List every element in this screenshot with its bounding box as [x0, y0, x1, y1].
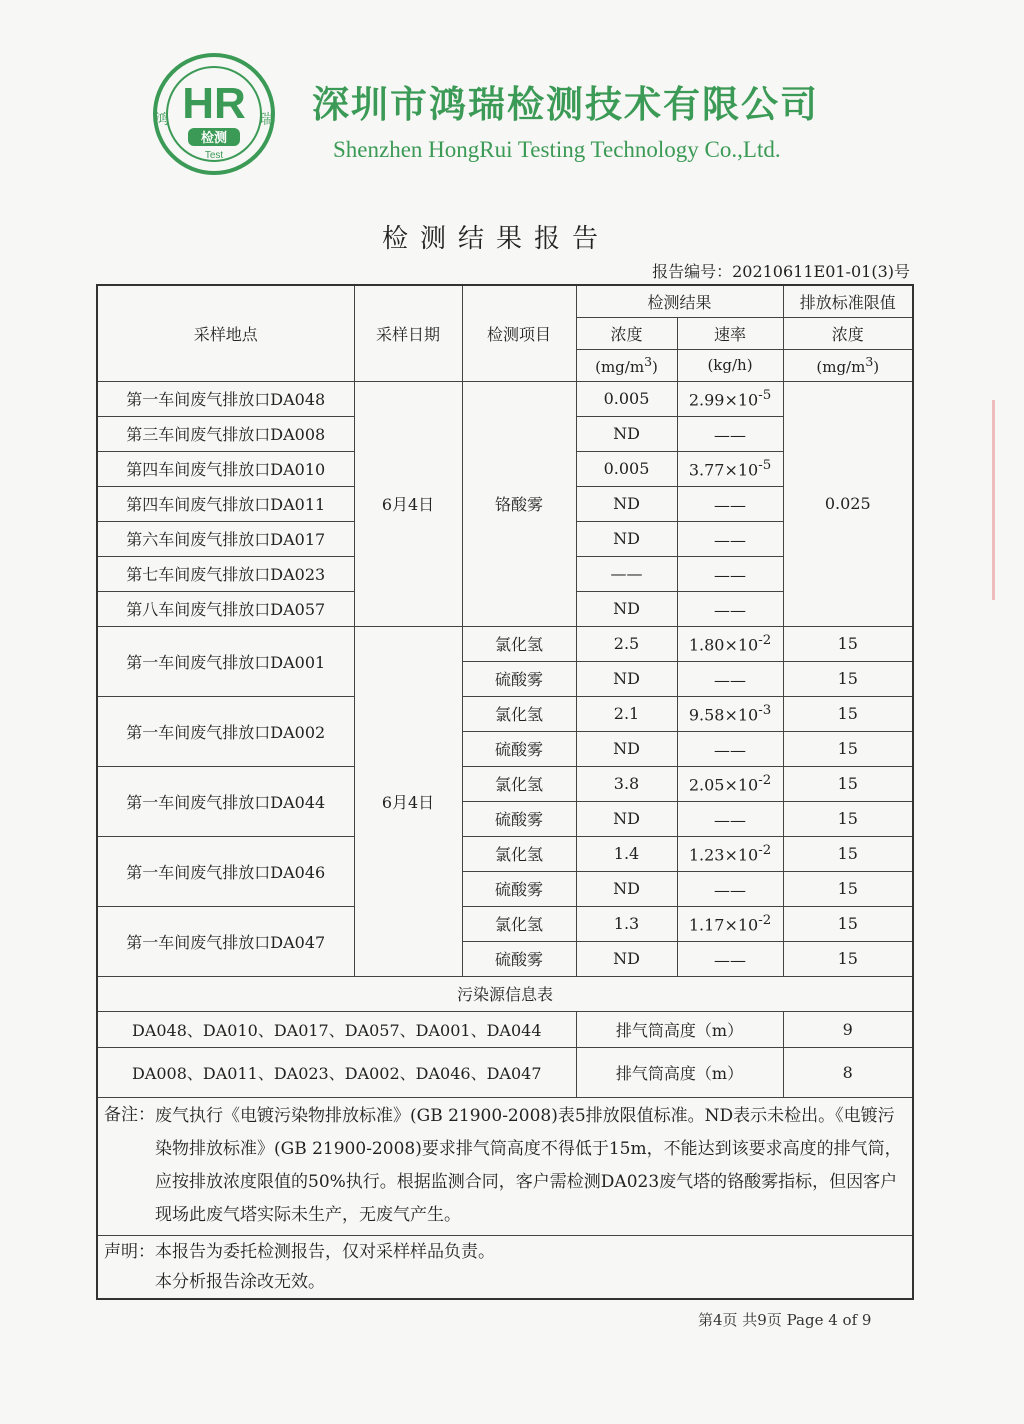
site-cell: 第一车间废气排放口DA048 [97, 381, 354, 416]
stack-height-label: 排气筒高度（m） [576, 1047, 783, 1097]
header-conc: 浓度 [576, 317, 677, 349]
header-conc-unit: $(mg/m^3)$ [576, 349, 677, 381]
stack-height-label: 排气筒高度（m） [576, 1011, 783, 1047]
rate-cell: $2.99\times 10^{-5}$ [677, 381, 783, 416]
statement-label: 声明： [104, 1241, 155, 1262]
remarks-label: 备注： [104, 1105, 155, 1125]
limit-cell: 15 [783, 766, 913, 801]
rate-cell: —— [677, 661, 783, 696]
rate-cell: —— [677, 556, 783, 591]
stack-height-value: 8 [783, 1047, 913, 1097]
limit-cell: 15 [783, 696, 913, 731]
site-cell: 第一车间废气排放口DA044 [97, 766, 354, 836]
item-cell: 硫酸雾 [462, 731, 576, 766]
table-row [97, 696, 913, 731]
table-row [97, 626, 913, 661]
conc-cell: 2.1 [576, 696, 677, 731]
limit-cell: 15 [783, 626, 913, 661]
site-cell: 第六车间废气排放口DA017 [97, 521, 354, 556]
conc-cell: 3.8 [576, 766, 677, 801]
conc-cell: ND [576, 731, 677, 766]
header-rate-unit: (kg/h) [677, 349, 783, 381]
site-cell: 第一车间废气排放口DA002 [97, 696, 354, 766]
site-cell: 第四车间废气排放口DA011 [97, 486, 354, 521]
site-cell: 第一车间废气排放口DA047 [97, 906, 354, 976]
company-name-cn: 深圳市鸿瑞检测技术有限公司 [312, 83, 819, 126]
rate-cell: —— [677, 731, 783, 766]
remarks [97, 1097, 913, 1235]
item-cell: 氯化氢 [462, 766, 576, 801]
statement-line-2: 本分析报告涂改无效。 [155, 1271, 325, 1292]
site-cell: 第八车间废气排放口DA057 [97, 591, 354, 626]
conc-cell: ND [576, 871, 677, 906]
site-cell: 第七车间废气排放口DA023 [97, 556, 354, 591]
statement-line-1: 本报告为委托检测报告，仅对采样样品负责。 [155, 1241, 495, 1262]
conc-cell: 0.005 [576, 381, 677, 416]
header-rate: 速率 [677, 317, 783, 349]
header-limit: 排放标准限值 [783, 285, 913, 317]
limit-cell: 15 [783, 801, 913, 836]
rate-cell: —— [677, 941, 783, 976]
table-row [97, 1047, 913, 1097]
item-cell: 硫酸雾 [462, 941, 576, 976]
report-title: 检测结果报告 [382, 224, 611, 254]
conc-cell: ND [576, 801, 677, 836]
rate-cell: $3.77\times 10^{-5}$ [677, 451, 783, 486]
rate-cell: $2.05\times 10^{-2}$ [677, 766, 783, 801]
limit-cell: 15 [783, 941, 913, 976]
company-name-en: Shenzhen HongRui Testing Technology Co.,Ltd. [333, 137, 781, 162]
conc-cell: ND [576, 521, 677, 556]
conc-cell: ND [576, 416, 677, 451]
limit-cell: 15 [783, 906, 913, 941]
logo-left-char: 鸿 [155, 112, 169, 128]
page-number: 第4页 共9页 Page 4 of 9 [698, 1311, 872, 1329]
limit-cell: 15 [783, 871, 913, 906]
rate-cell: —— [677, 871, 783, 906]
conc-cell: 2.5 [576, 626, 677, 661]
rate-cell: —— [677, 416, 783, 451]
outlet-list: DA048、DA010、DA017、DA057、DA001、DA044 [97, 1011, 576, 1047]
header-limit-unit: $(mg/m^3)$ [783, 349, 913, 381]
rate-cell: —— [677, 486, 783, 521]
rate-cell: $1.17\times 10^{-2}$ [677, 906, 783, 941]
logo-inner-cn: 检测 [200, 131, 228, 146]
item-cell: 氯化氢 [462, 836, 576, 871]
header-result: 检测结果 [576, 285, 783, 317]
conc-cell: ND [576, 941, 677, 976]
table-row [97, 381, 913, 416]
limit-cell: 0.025 [783, 381, 913, 626]
rate-cell: $1.23\times 10^{-2}$ [677, 836, 783, 871]
remarks-text: 废气执行《电镀污染物排放标准》(GB 21900-2008)表5排放限值标准。ND表示未检出。《电镀污染物排放标准》(GB 21900-2008)要求排气筒高度不得低于15m，不能达到该要求高度的排气筒，应按排放浓度限值的50%执行。根据监测合同，客户需检测DA023废气塔的铬酸雾指标，但因客户现场此废气塔实际未生产，无废气产生。 [155, 1106, 902, 1225]
site-cell: 第四车间废气排放口DA010 [97, 451, 354, 486]
conc-cell: 0.005 [576, 451, 677, 486]
item-cell: 铬酸雾 [462, 381, 576, 626]
item-cell: 硫酸雾 [462, 871, 576, 906]
header-date: 采样日期 [354, 285, 462, 381]
logo-letters: HR [182, 79, 246, 128]
rate-cell: —— [677, 521, 783, 556]
site-cell: 第一车间废气排放口DA001 [97, 626, 354, 696]
header-limit-conc: 浓度 [783, 317, 913, 349]
conc-cell: 1.3 [576, 906, 677, 941]
conc-cell: ND [576, 591, 677, 626]
conc-cell: 1.4 [576, 836, 677, 871]
table-row [97, 906, 913, 941]
date-cell: 6月4日 [354, 626, 462, 976]
item-cell: 氯化氢 [462, 626, 576, 661]
rate-cell: $1.80\times 10^{-2}$ [677, 626, 783, 661]
site-cell: 第一车间废气排放口DA046 [97, 836, 354, 906]
limit-cell: 15 [783, 661, 913, 696]
item-cell: 氯化氢 [462, 696, 576, 731]
results-table [96, 284, 914, 1300]
limit-cell: 15 [783, 731, 913, 766]
stack-height-value: 9 [783, 1011, 913, 1047]
site-cell: 第三车间废气排放口DA008 [97, 416, 354, 451]
conc-cell: ND [576, 661, 677, 696]
rate-cell: $9.58\times 10^{-3}$ [677, 696, 783, 731]
header-item: 检测项目 [462, 285, 576, 381]
limit-cell: 15 [783, 836, 913, 871]
pollution-info-title: 污染源信息表 [97, 976, 913, 1011]
table-row [97, 836, 913, 871]
item-cell: 硫酸雾 [462, 801, 576, 836]
outlet-list: DA008、DA011、DA023、DA002、DA046、DA047 [97, 1047, 576, 1097]
table-row [97, 766, 913, 801]
item-cell: 硫酸雾 [462, 661, 576, 696]
report-number: 报告编号：20210611E01-01(3)号 [652, 262, 910, 281]
logo-inner-en: Test [204, 150, 224, 161]
seal-stamp-mark [992, 400, 1024, 600]
header-site: 采样地点 [97, 285, 354, 381]
statement [97, 1235, 913, 1299]
conc-cell: ND [576, 486, 677, 521]
rate-cell: —— [677, 801, 783, 836]
conc-cell: —— [576, 556, 677, 591]
rate-cell: —— [677, 591, 783, 626]
item-cell: 氯化氢 [462, 906, 576, 941]
company-logo [152, 52, 276, 176]
table-row [97, 1011, 913, 1047]
date-cell: 6月4日 [354, 381, 462, 626]
logo-right-char: 瑞 [259, 112, 273, 128]
